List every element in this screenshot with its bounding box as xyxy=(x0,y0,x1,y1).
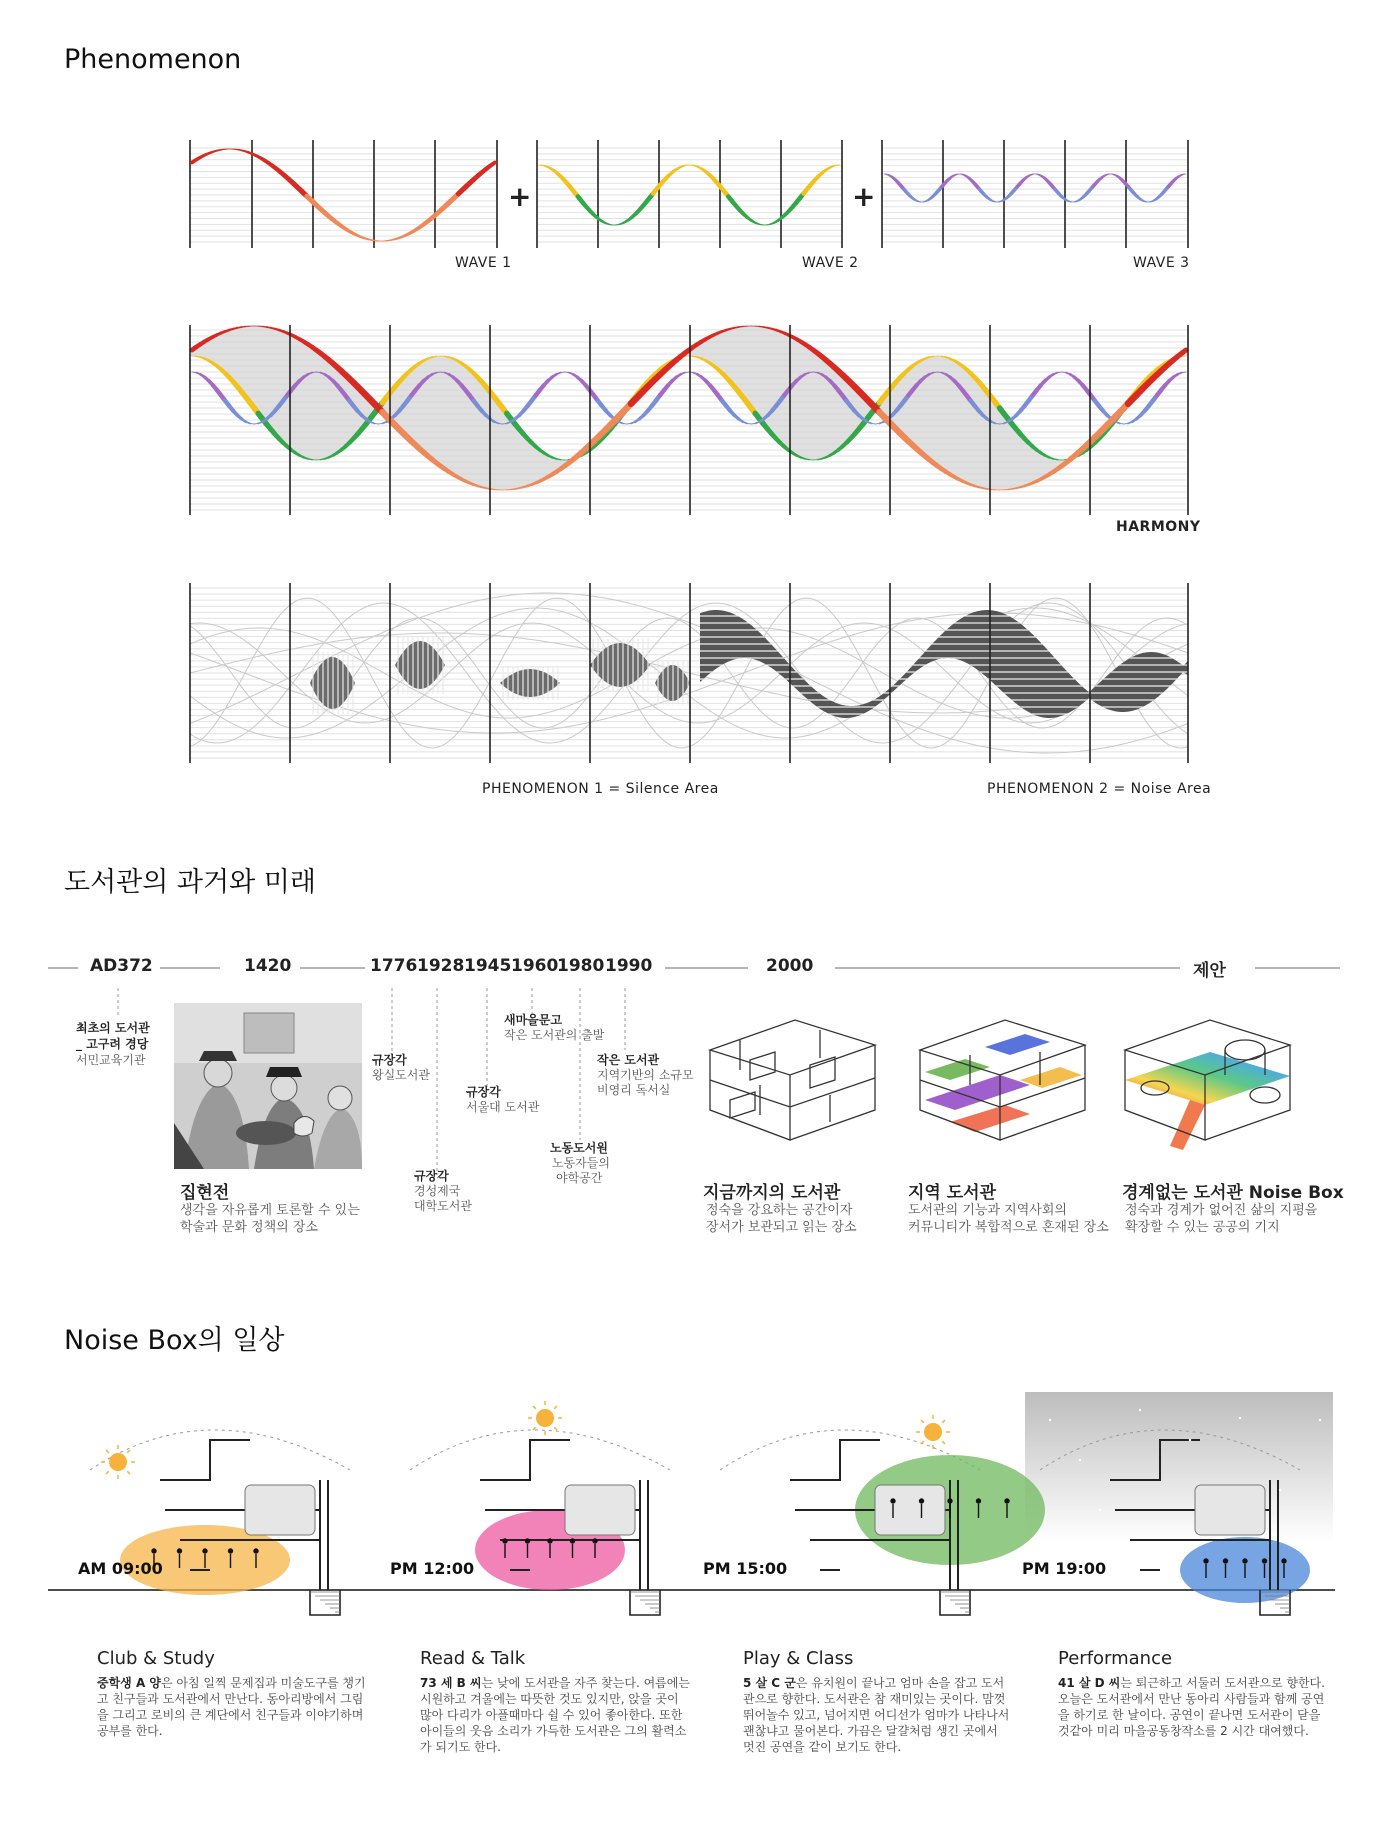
plus-sign-2: + xyxy=(852,180,876,213)
event-first-library-sub: 서민교육기관 xyxy=(76,1053,146,1067)
event-1928-sub2: 대학도서관 xyxy=(414,1199,472,1213)
year-1945: 1945 xyxy=(464,956,512,976)
library-jiphyeonjeon-sub1: 생각을 자유롭게 토론할 수 있는 xyxy=(180,1203,360,1218)
event-1945-title: 규장각 xyxy=(466,1085,501,1099)
year-1928: 1928 xyxy=(417,956,465,976)
event-1928-title: 규장각 xyxy=(414,1169,449,1183)
wave2-label: WAVE 2 xyxy=(802,255,859,271)
activity-desc-play-class xyxy=(743,1675,1013,1755)
time-label-pm1500: PM 15:00 xyxy=(703,1559,788,1578)
event-1980-sub: 노동자들의 xyxy=(552,1156,610,1170)
activity-title-club-study: Club & Study xyxy=(97,1648,215,1669)
event-1928-sub: 경성제국 xyxy=(414,1184,461,1198)
wave3-label: WAVE 3 xyxy=(1133,255,1190,271)
activity-person-d: 41 살 D 씨 xyxy=(1058,1676,1121,1690)
year-1990: 1990 xyxy=(605,956,653,976)
activity-text-b: 는 낮에 도서관을 자주 찾는다. 여름에는 시원하고 겨울에는 따뜻한 것도 있지만, 앉을 곳이 많아 다리가 아플때마다 쉴 수 있어 좋아한다. 또한 아이들의 웃음 소리가 가득한 도서관은 그의 활력소가 되기도 한다. xyxy=(420,1676,690,1754)
section-title-phenomenon: Phenomenon xyxy=(64,44,242,75)
activity-desc-performance xyxy=(1058,1675,1328,1739)
library-jiphyeonjeon-sub2: 학술과 문화 정책의 장소 xyxy=(180,1220,318,1235)
activity-text-a: 은 아침 일찍 문제집과 미술도구를 챙기고 친구들과 도서관에서 만난다. 동아리방에서 그림을 그리고 로비의 큰 계단에서 친구들과 이야기하며 공부를 한다. xyxy=(97,1676,366,1738)
activity-person-a: 중학생 A 양 xyxy=(97,1676,162,1690)
event-1980-sub2: 야학공간 xyxy=(556,1171,603,1185)
activity-person-b: 73 세 B 씨 xyxy=(420,1676,482,1690)
library-box-regional xyxy=(910,1010,1090,1150)
year-1960: 1960 xyxy=(511,956,559,976)
event-1990-sub2: 비영리 독서실 xyxy=(597,1083,671,1097)
section-title-daily: Noise Box의 일상 xyxy=(64,1325,285,1356)
library-noisebox-sub1: 정숙과 경계가 없어진 삶의 지평을 xyxy=(1125,1203,1318,1218)
library-jiphyeonjeon-title: 집현전 xyxy=(180,1183,230,1203)
library-regional-sub2: 커뮤니티가 복합적으로 혼재된 장소 xyxy=(908,1220,1109,1235)
time-label-am0900: AM 09:00 xyxy=(78,1559,163,1578)
activity-title-read-talk: Read & Talk xyxy=(420,1648,526,1669)
wave1-label: WAVE 1 xyxy=(455,255,512,271)
library-current-title: 지금까지의 도서관 xyxy=(703,1183,841,1203)
activity-desc-read-talk xyxy=(420,1675,690,1755)
event-1960-title: 새마을문고 xyxy=(504,1013,562,1027)
activity-person-c: 5 살 C 군 xyxy=(743,1676,796,1690)
phenomenon1-label: PHENOMENON 1 = Silence Area xyxy=(482,781,719,797)
time-label-pm1900: PM 19:00 xyxy=(1022,1559,1107,1578)
library-current-sub1: 정숙을 강요하는 공간이자 xyxy=(706,1203,853,1218)
phenomenon2-label: PHENOMENON 2 = Noise Area xyxy=(987,781,1212,797)
library-regional-title: 지역 도서관 xyxy=(908,1183,997,1203)
event-first-library-title: 최초의 도서관 xyxy=(76,1021,150,1035)
year-1776: 1776 xyxy=(370,956,418,976)
time-label-pm1200: PM 12:00 xyxy=(390,1559,475,1578)
year-ad372: AD372 xyxy=(90,956,153,976)
activity-title-play-class: Play & Class xyxy=(743,1648,854,1669)
plus-sign-1: + xyxy=(508,180,532,213)
event-1960-sub: 작은 도서관의 출발 xyxy=(504,1028,605,1042)
daily-sections-diagram xyxy=(0,1380,1400,1620)
library-box-current xyxy=(700,1010,880,1150)
event-first-library-title2: _ 고구려 경당 xyxy=(76,1037,149,1051)
activity-title-performance: Performance xyxy=(1058,1648,1173,1669)
library-box-noisebox xyxy=(1115,1010,1295,1150)
event-1776-title: 규장각 xyxy=(372,1053,407,1067)
library-regional-sub1: 도서관의 기능과 지역사회의 xyxy=(908,1203,1067,1218)
library-noisebox-title: 경계없는 도서관 Noise Box xyxy=(1122,1183,1344,1203)
event-1945-sub: 서울대 도서관 xyxy=(466,1100,540,1114)
event-1980-title: 노동도서원 xyxy=(550,1141,608,1155)
library-noisebox-sub2: 확장할 수 있는 공공의 기지 xyxy=(1125,1220,1280,1235)
year-2000: 2000 xyxy=(766,956,814,976)
phenomenon-diagram xyxy=(0,578,1400,768)
year-proposal: 제안 xyxy=(1193,961,1226,981)
jiphyeonjeon-painting xyxy=(174,1003,362,1169)
event-1990-sub: 지역기반의 소규모 xyxy=(597,1068,694,1082)
harmony-label: HARMONY xyxy=(1116,519,1201,535)
year-1980: 1980 xyxy=(557,956,605,976)
activity-desc-club-study xyxy=(97,1675,367,1739)
section-title-history: 도서관의 과거와 미래 xyxy=(64,867,316,898)
activity-text-d: 는 퇴근하고 서둘러 도서관으로 향한다. 오늘은 도서관에서 만난 동아리 사람들과 함께 공연을 하기로 한 날이다. 공연이 끝나면 도서관이 닫을 것같아 미리 마을공동창작소를 2 시간 대여했다. xyxy=(1058,1676,1325,1738)
harmony-diagram xyxy=(0,320,1400,520)
activity-text-c: 은 유치원이 끝나고 엄마 손을 잡고 도서관으로 향한다. 도서관은 참 재미있는 곳이다. 맘껏 뛰어놀수 있고, 넘어지면 어디선가 엄마가 나타나서 괜찮냐고 물어본다. 가끔은 달걀처럼 생긴 곳에서 멋진 공연을 같이 보기도 한다. xyxy=(743,1676,1010,1754)
year-1420: 1420 xyxy=(244,956,292,976)
event-1776-sub: 왕실도서관 xyxy=(372,1068,430,1082)
event-1990-title: 작은 도서관 xyxy=(597,1053,660,1067)
library-current-sub2: 장서가 보관되고 읽는 장소 xyxy=(706,1220,857,1235)
component-waves-diagram xyxy=(0,0,1400,280)
